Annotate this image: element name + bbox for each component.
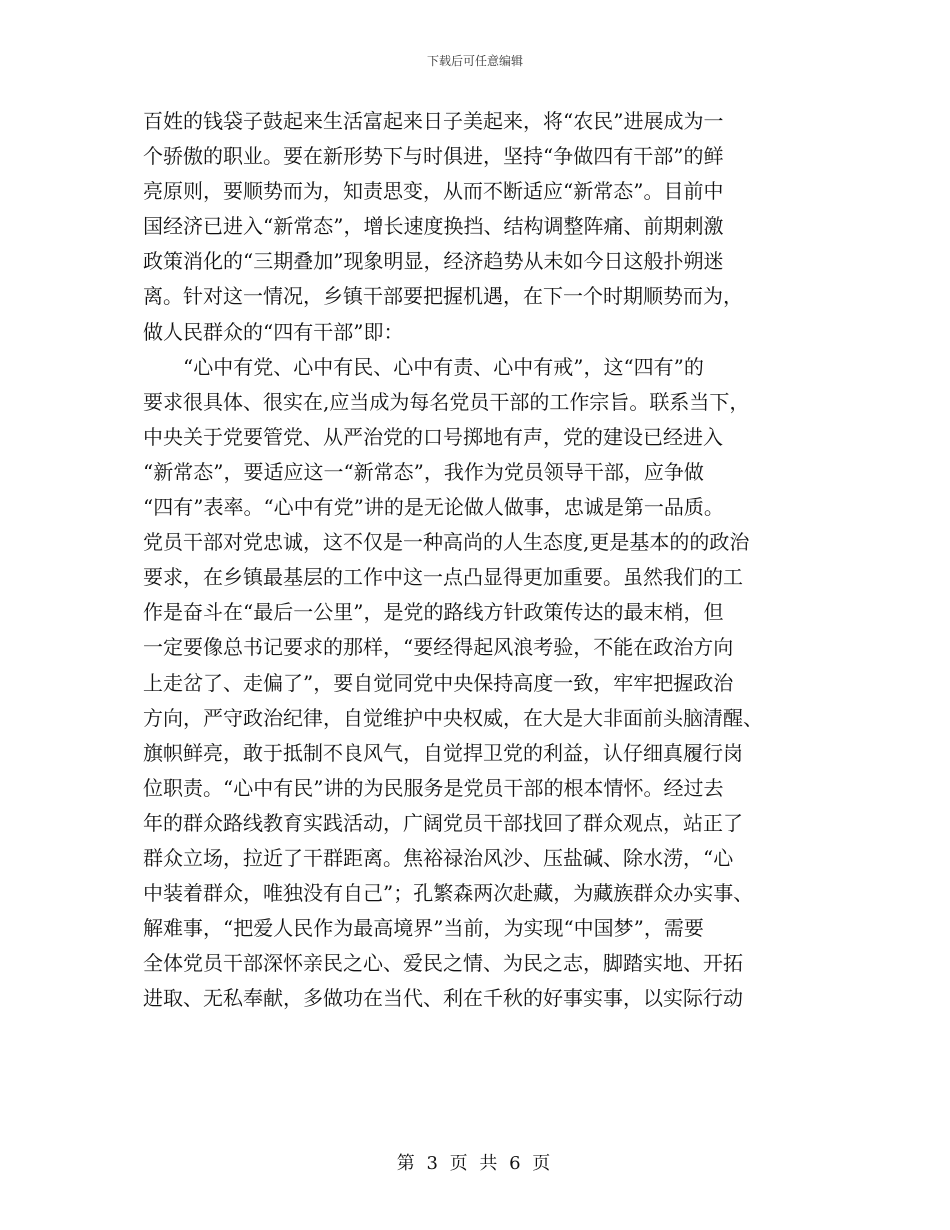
text-line: 国经济已进入“新常态”，增长速度换挡、结构调整阵痛、前期刺激 <box>143 214 724 239</box>
text-line: 党员干部对党忠诚，这不仅是一种高尚的人生态度,更是基本的的政治 <box>143 530 750 555</box>
text-line: 要求，在乡镇最基层的工作中这一点凸显得更加重要。虽然我们的工 <box>143 565 743 590</box>
page-number-footer: 第 3 页 共 6 页 <box>396 1153 554 1174</box>
text-line: 进取、无私奉献，多做功在当代、利在千秋的好事实事，以实际行动 <box>143 986 743 1011</box>
text-line: 旗帜鲜亮，敢于抵制不良风气，自觉捍卫党的利益，认仔细真履行岗 <box>143 740 743 765</box>
text-line: 亮原则，要顺势而为，知责思变，从而不断适应“新常态”。目前中 <box>143 179 724 204</box>
text-line: “四有”表率。“心中有党”讲的是无论做人做事，忠诚是第一品质。 <box>143 495 724 520</box>
text-line: 要求很具体、很实在,应当成为每名党员干部的工作宗旨。联系当下， <box>143 389 750 414</box>
text-line: 群众立场，拉近了干群距离。焦裕禄治风沙、压盐碱、除水涝，“心 <box>143 845 734 870</box>
text-line: 做人民群众的“四有干部”即： <box>143 319 404 344</box>
text-line: 中央关于党要管党、从严治党的口号掷地有声，党的建设已经进入 <box>143 424 723 449</box>
text-line: 位职责。“心中有民”讲的为民服务是党员干部的根本情怀。经过去 <box>143 775 724 800</box>
text-line: 作是奋斗在“最后一公里”，是党的路线方针政策传达的最末梢，但 <box>143 600 724 625</box>
text-line: 上走岔了、走偏了”，要自觉同党中央保持高度一致，牢牢把握政治 <box>143 670 734 695</box>
text-line: 一定要像总书记要求的那样，“要经得起风浪考验，不能在政治方向 <box>143 635 734 660</box>
text-line: 中装着群众，唯独没有自己”；孔繁森两次赴藏，为藏族群众办实事、 <box>143 881 754 906</box>
text-line: 年的群众路线教育实践活动，广阔党员干部找回了群众观点，站正了 <box>143 810 743 835</box>
text-line: 解难事，“把爱人民作为最高境界”当前，为实现“中国梦”，需要 <box>143 916 704 941</box>
text-line: “新常态”，要适应这一“新常态”，我作为党员领导干部，应争做 <box>143 459 704 484</box>
document-body <box>143 104 807 1016</box>
text-line: 全体党员干部深怀亲民之心、爱民之情、为民之志，脚踏实地、开拓 <box>143 951 743 976</box>
page-header: 下载后可任意编辑 <box>426 54 523 68</box>
text-line: 个骄傲的职业。要在新形势下与时俱进，坚持“争做四有干部”的鲜 <box>143 144 724 169</box>
paragraph-first-line: “心中有党、心中有民、心中有责、心中有戒”，这“四有”的 <box>183 354 704 379</box>
text-line: 百姓的钱袋子鼓起来生活富起来日子美起来，将“农民”进展成为一 <box>143 109 724 133</box>
text-line: 方向，严守政治纪律，自觉维护中央权威，在大是大非面前头脑清醒、 <box>143 705 763 730</box>
text-line: 离。针对这一情况，乡镇干部要把握机遇，在下一个时期顺势而为， <box>143 284 743 309</box>
text-line: 政策消化的“三期叠加”现象明显，经济趋势从未如今日这般扑朔迷 <box>143 249 724 274</box>
